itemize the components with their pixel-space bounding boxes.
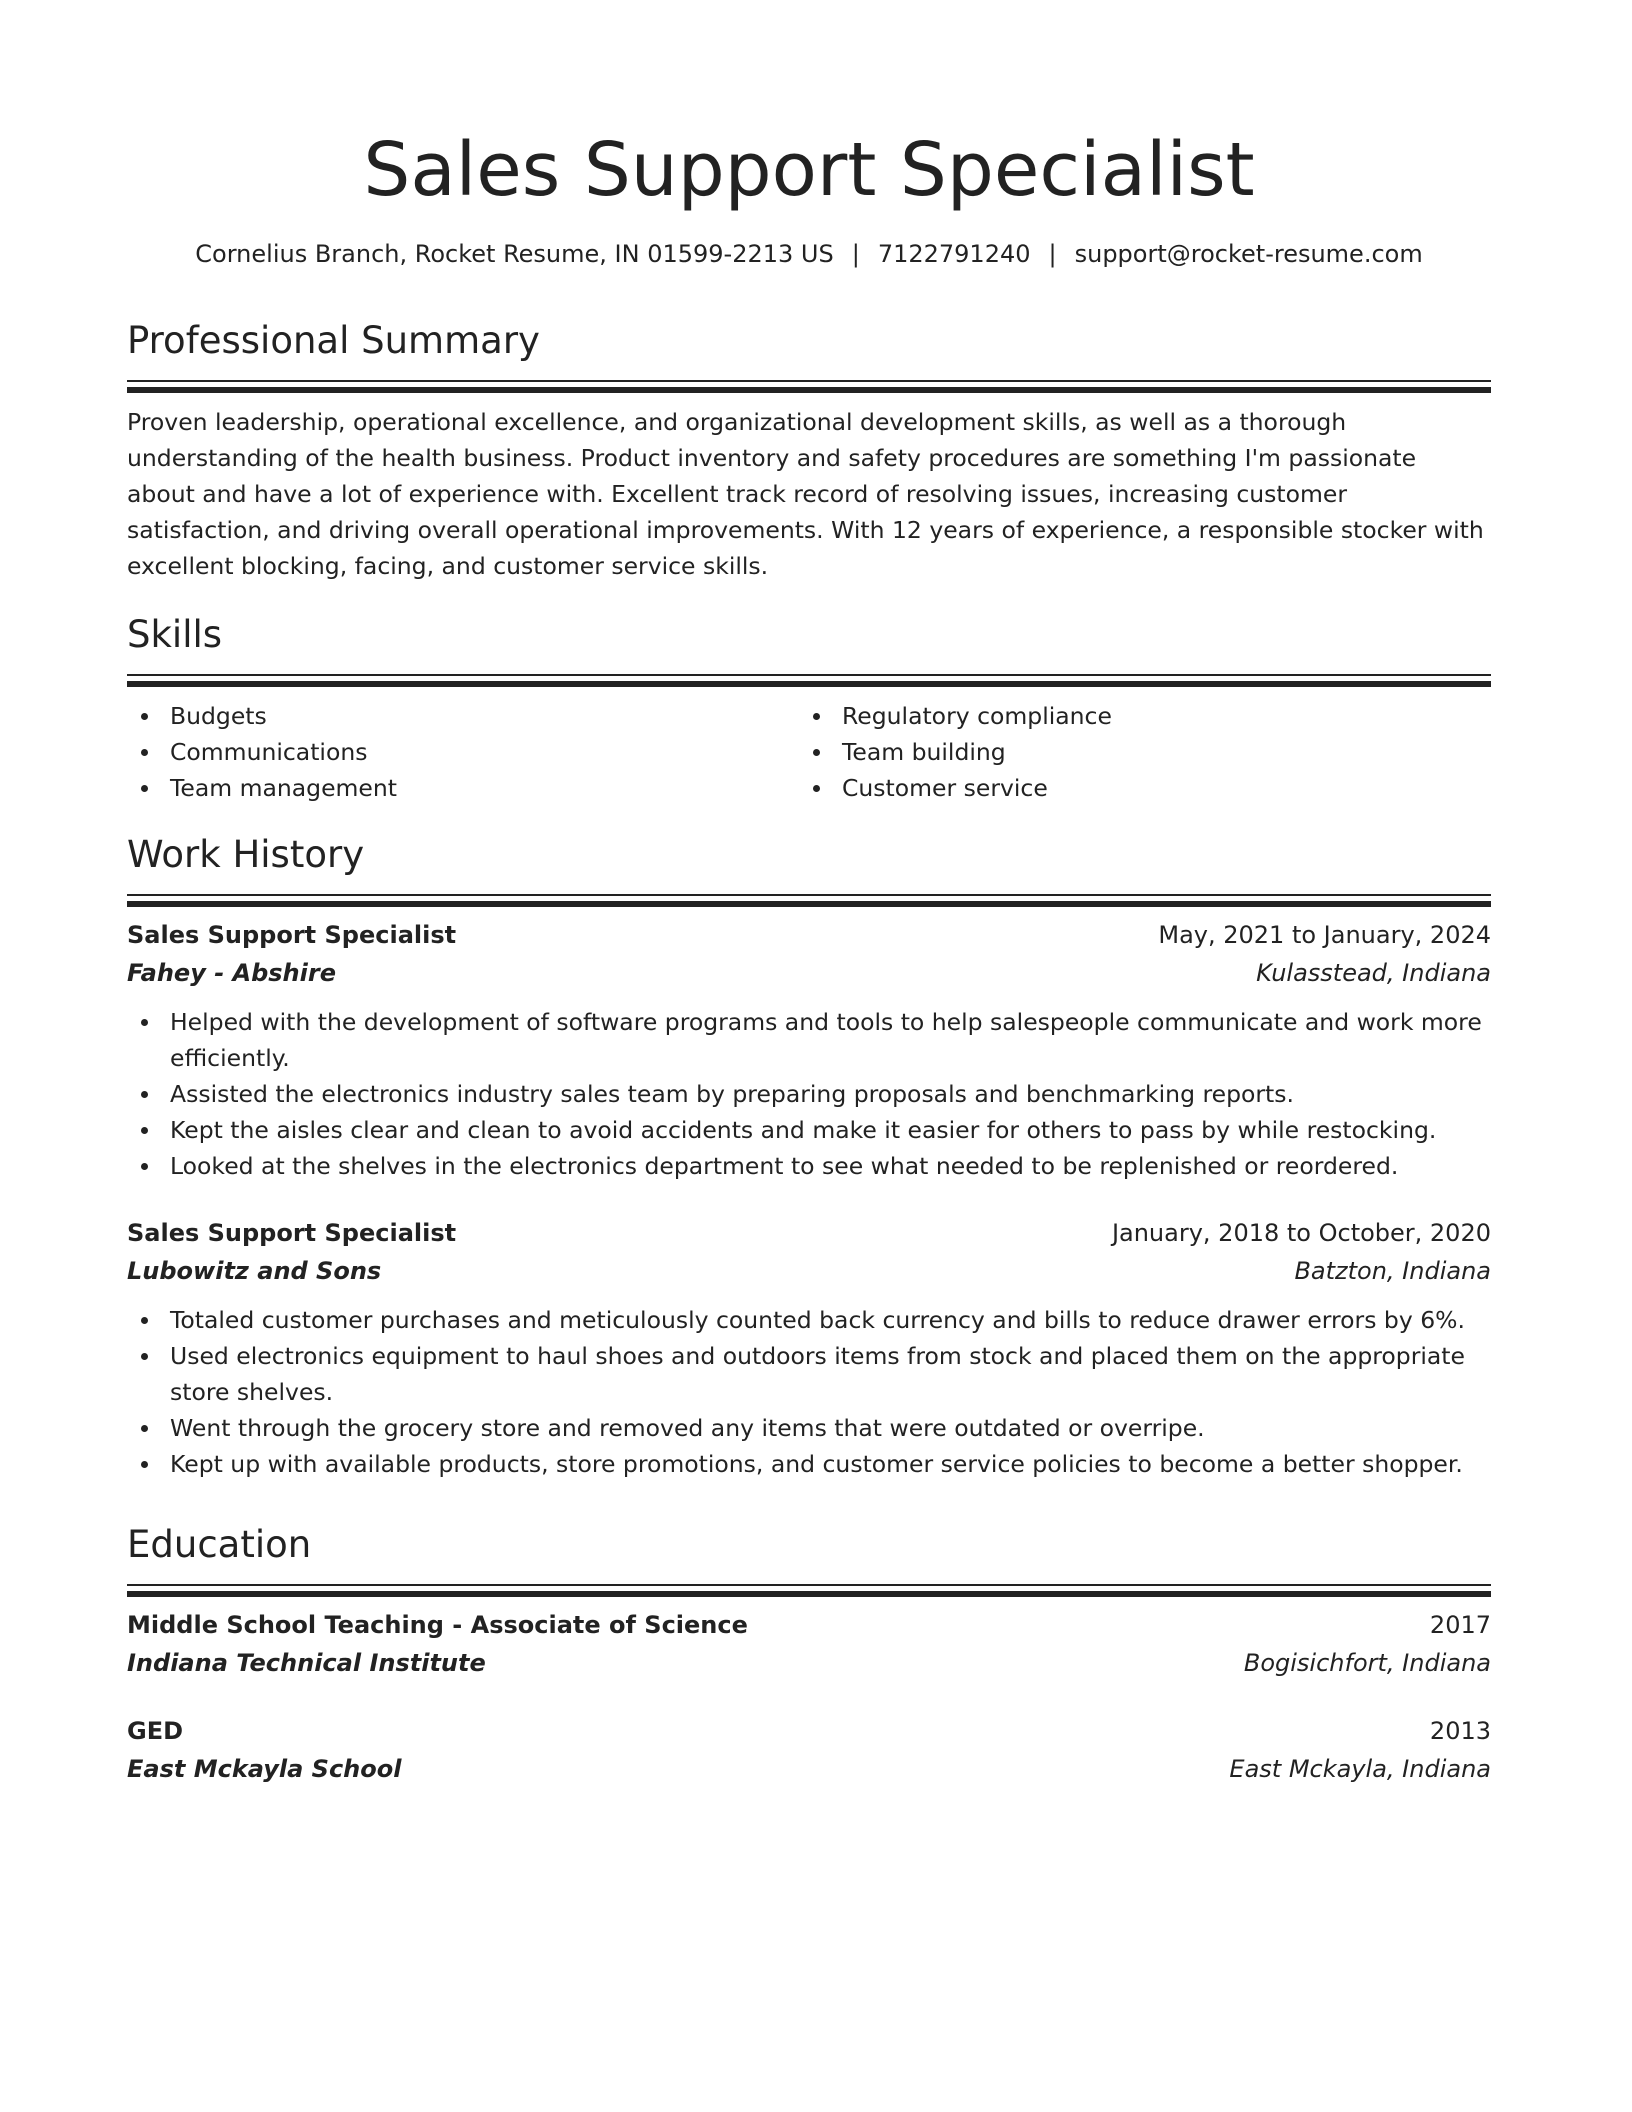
contact-line bbox=[127, 236, 1491, 272]
job-entry bbox=[127, 916, 1491, 1184]
skill-item: Communications bbox=[127, 734, 799, 770]
job-bullet: Helped with the development of software programs and tools to help salespeople communicate and work more efficiently. bbox=[127, 1004, 1491, 1076]
skill-item: Team building bbox=[799, 734, 1471, 770]
skill-item: Budgets bbox=[127, 698, 799, 734]
job-header bbox=[127, 916, 1491, 954]
job-role: Sales Support Specialist bbox=[127, 921, 457, 949]
education-location: East Mckayla, Indiana bbox=[1229, 1755, 1491, 1783]
job-role: Sales Support Specialist bbox=[127, 1219, 457, 1247]
education-school: Indiana Technical Institute bbox=[127, 1649, 486, 1677]
section-title: Work History bbox=[127, 833, 365, 876]
education-year: 2017 bbox=[1429, 1611, 1491, 1639]
summary-text: Proven leadership, operational excellence, and organizational development skills, as well as a thorough understanding of the health business. Product inventory and safety procedures are something I'm passionate about and have a lot of experience with. Excellent track record of resolving issues, increasing customer satisfaction, and driving overall operational improvements. With 12 years of experience, a responsible stocker with excellent blocking, facing, and customer service skills. bbox=[127, 408, 1484, 580]
education-entry bbox=[127, 1712, 1491, 1788]
job-bullet: Went through the grocery store and removed any items that were outdated or overripe. bbox=[127, 1410, 1491, 1446]
work-history-section bbox=[127, 830, 1491, 1482]
job-entry bbox=[127, 1214, 1491, 1482]
education-location: Bogisichfort, Indiana bbox=[1243, 1649, 1491, 1677]
contact-address: Cornelius Branch, Rocket Resume, IN 01599-2213 US bbox=[195, 240, 834, 268]
job-location: Kulasstead, Indiana bbox=[1256, 959, 1491, 987]
job-dates: May, 2021 to January, 2024 bbox=[1158, 921, 1491, 949]
skills-column-right bbox=[799, 698, 1471, 806]
skills-list bbox=[127, 698, 1491, 806]
section-title: Education bbox=[127, 1523, 312, 1566]
job-bullet: Looked at the shelves in the electronics department to see what needed to be replenished or reordered. bbox=[127, 1148, 1491, 1184]
education-school: East Mckayla School bbox=[127, 1755, 402, 1783]
education-header bbox=[127, 1606, 1491, 1644]
job-subheader bbox=[127, 1252, 1491, 1290]
skill-item: Team management bbox=[127, 770, 799, 806]
summary-section bbox=[127, 316, 1491, 584]
skill-item: Customer service bbox=[799, 770, 1471, 806]
skill-item: Regulatory compliance bbox=[799, 698, 1471, 734]
education-entry bbox=[127, 1606, 1491, 1682]
contact-email: support@rocket-resume.com bbox=[1074, 240, 1423, 268]
job-location: Batzton, Indiana bbox=[1294, 1257, 1491, 1285]
job-header bbox=[127, 1214, 1491, 1252]
education-degree: GED bbox=[127, 1717, 184, 1745]
contact-phone: 7122791240 bbox=[877, 240, 1031, 268]
education-subheader bbox=[127, 1644, 1491, 1682]
job-bullet: Kept the aisles clear and clean to avoid accidents and make it easier for others to pass by while restocking. bbox=[127, 1112, 1491, 1148]
section-divider bbox=[127, 1584, 1491, 1596]
job-subheader bbox=[127, 954, 1491, 992]
section-title: Professional Summary bbox=[127, 319, 540, 362]
education-degree: Middle School Teaching - Associate of Science bbox=[127, 1611, 748, 1639]
job-bullet: Assisted the electronics industry sales team by preparing proposals and benchmarking reports. bbox=[127, 1076, 1491, 1112]
job-bullet: Totaled customer purchases and meticulously counted back currency and bills to reduce drawer errors by 6%. bbox=[127, 1302, 1491, 1338]
job-dates: January, 2018 to October, 2020 bbox=[1111, 1219, 1491, 1247]
section-divider bbox=[127, 894, 1491, 906]
job-bullets bbox=[127, 1004, 1491, 1184]
page-title: Sales Support Specialist bbox=[363, 127, 1255, 213]
job-bullet: Used electronics equipment to haul shoes and outdoors items from stock and placed them on the appropriate store shelves. bbox=[127, 1338, 1491, 1410]
job-company: Lubowitz and Sons bbox=[127, 1257, 382, 1285]
education-subheader bbox=[127, 1750, 1491, 1788]
education-header bbox=[127, 1712, 1491, 1750]
contact-separator: | bbox=[1048, 240, 1057, 268]
section-title: Skills bbox=[127, 613, 223, 656]
section-divider bbox=[127, 380, 1491, 392]
education-year: 2013 bbox=[1429, 1717, 1491, 1745]
job-bullet: Kept up with available products, store promotions, and customer service policies to become a better shopper. bbox=[127, 1446, 1491, 1482]
education-section bbox=[127, 1520, 1491, 1788]
skills-section bbox=[127, 610, 1491, 806]
section-divider bbox=[127, 674, 1491, 686]
job-company: Fahey - Abshire bbox=[127, 959, 336, 987]
job-bullets bbox=[127, 1302, 1491, 1482]
contact-separator: | bbox=[851, 240, 860, 268]
skills-column-left bbox=[127, 698, 799, 806]
